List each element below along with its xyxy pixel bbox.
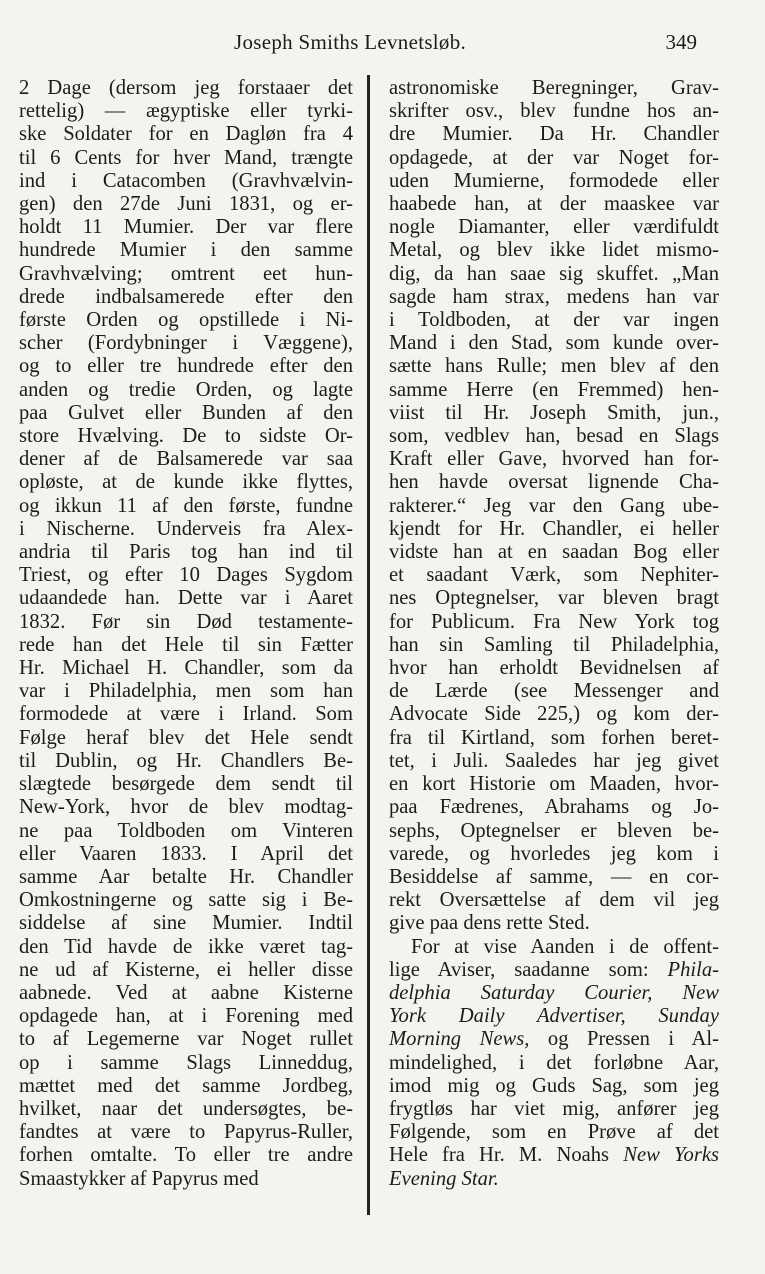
- text-line: Omkostningerne og satte sig i Be-: [19, 889, 353, 912]
- text-line: paa Fædrenes, Abrahams og Jo-: [389, 796, 719, 819]
- text-line: paa Gulvet eller Bunden af den: [19, 401, 353, 424]
- text-line: Smaastykker af Papyrus med: [19, 1167, 259, 1190]
- text-line: haabede han, at der maaskee var: [389, 193, 719, 216]
- text-line: aabnede. Ved at aabne Kisterne: [19, 981, 353, 1004]
- text-line: Morning News, og Pressen i Al-: [389, 1028, 719, 1051]
- text-line: vidste han at en saadan Bog eller: [389, 541, 719, 564]
- text-line: fandtes at være to Papyrus-Ruller,: [19, 1121, 353, 1144]
- text-line: eller Vaaren 1833. I April det: [19, 842, 353, 865]
- text-line: sætte hans Rulle; men blev af den: [389, 355, 719, 378]
- text-line: slægtede besørgede dem sendt til: [19, 773, 353, 796]
- text-line: Følgende, som en Prøve af det: [389, 1121, 719, 1144]
- text-line: samme Herre (en Fremmed) hen-: [389, 378, 719, 401]
- text-line: tet, i Juli. Saaledes har jeg givet: [389, 749, 719, 772]
- text-line: til 6 Cents for hver Mand, trængte: [19, 146, 353, 169]
- text-line: hvor han erholdt Bevidnelsen af: [389, 657, 719, 680]
- text-line: York Daily Advertiser, Sunday: [389, 1005, 719, 1028]
- text-line: og ikkun 11 af den første, fundne: [19, 494, 353, 517]
- text-line: Evening Star.: [389, 1167, 499, 1190]
- text-line: op i samme Slags Linneddug,: [19, 1051, 353, 1074]
- text-line: rekt Oversættelse af dem vil jeg: [389, 889, 719, 912]
- running-title: Joseph Smiths Levnetsløb.: [234, 30, 467, 54]
- text-line: nogle Diamanter, eller værdifuldt: [389, 216, 719, 239]
- text-line: ind i Catacomben (Gravhvælvin-: [19, 169, 353, 192]
- text-line: rede han det Hele til sin Fætter: [19, 633, 353, 656]
- text-line: han sin Samling til Philadelphia,: [389, 633, 719, 656]
- text-line: andria til Paris tog han ind til: [19, 541, 353, 564]
- right-column: [389, 77, 719, 1191]
- text-line: sephs, Optegnelser er bleven be-: [389, 819, 719, 842]
- text-line: de Lærde (see Messenger and: [389, 680, 719, 703]
- text-line: som, vedblev han, besad en Slags: [389, 425, 719, 448]
- text-line: gen) den 27de Juni 1831, og er-: [19, 193, 353, 216]
- text-line: Triest, og efter 10 Dages Sygdom: [19, 564, 353, 587]
- text-line: i Toldboden, at der var ingen: [389, 309, 719, 332]
- text-line: Hr. Michael H. Chandler, som da: [19, 657, 353, 680]
- text-line: lige Aviser, saadanne som: Phila-: [389, 958, 719, 981]
- text-line: første Orden og opstillede i Ni-: [19, 309, 353, 332]
- text-line: frygtløs har viet mig, anfører jeg: [389, 1097, 719, 1120]
- text-line: rettelig) — ægyptiske eller tyrki-: [19, 100, 353, 123]
- text-line: til Dublin, og Hr. Chandlers Be-: [19, 749, 353, 772]
- text-line: en kort Historie om Maaden, hvor-: [389, 773, 719, 796]
- text-line: Gravhvælving; omtrent eet hun-: [19, 262, 353, 285]
- text-line: Hele fra Hr. M. Noahs New Yorks: [389, 1144, 719, 1167]
- text-line: holdt 11 Mumier. Der var flere: [19, 216, 353, 239]
- text-line: to af Legemerne var Noget rullet: [19, 1028, 353, 1051]
- text-line: i Nischerne. Underveis fra Alex-: [19, 517, 353, 540]
- text-line: varede, og hvorledes jeg kom i: [389, 842, 719, 865]
- text-line: Kraft eller Gave, hvorved han for-: [389, 448, 719, 471]
- text-line: New-York, hvor de blev modtag-: [19, 796, 353, 819]
- text-line: og to eller tre hundrede efter den: [19, 355, 353, 378]
- text-line: viist til Hr. Joseph Smith, jun.,: [389, 401, 719, 424]
- text-line: Metal, og blev ikke lidet mismo-: [389, 239, 719, 262]
- text-line: rakterer.“ Jeg var den Gang ube-: [389, 494, 719, 517]
- text-line: ne ud af Kisterne, ei heller disse: [19, 958, 353, 981]
- text-line: delphia Saturday Courier, New: [389, 981, 720, 1004]
- text-line: opdagede han, at i Forening med: [19, 1005, 353, 1028]
- text-line: dener af de Balsamerede var saa: [19, 448, 353, 471]
- text-line: hvilket, naar det undersøgtes, be-: [19, 1097, 353, 1120]
- text-line: samme Aar betalte Hr. Chandler: [19, 865, 353, 888]
- text-line: drede indbalsamerede efter den: [19, 285, 353, 308]
- text-line: for Publicum. Fra New York tog: [389, 610, 719, 633]
- text-line: sagde ham strax, medens han var: [389, 285, 719, 308]
- text-line: dre Mumier. Da Hr. Chandler: [389, 123, 719, 146]
- text-line: store Hvælving. De to sidste Or-: [19, 425, 353, 448]
- text-line: dig, da han saae sig skuffet. „Man: [389, 262, 719, 285]
- text-line: fra til Kirtland, som forhen beret-: [389, 726, 719, 749]
- text-line: hen havde oversat lignende Cha-: [389, 471, 719, 494]
- text-line: scher (Fordybninger i Væggene),: [19, 332, 353, 355]
- text-line: anden og tredie Orden, og lagte: [19, 378, 353, 401]
- text-line: udaandede han. Dette var i Aaret: [19, 587, 353, 610]
- text-line: nes Optegnelser, var bleven bragt: [389, 587, 719, 610]
- page-number: 349: [665, 30, 697, 54]
- text-line: forhen omtalte. To eller tre andre: [19, 1144, 353, 1167]
- text-line: kjendt for Hr. Chandler, ei heller: [389, 517, 719, 540]
- text-line: et saadant Værk, som Nephiter-: [389, 564, 719, 587]
- text-line: 1832. Før sin Død testamente-: [19, 610, 353, 633]
- text-line: Mand i den Stad, som kunde over-: [389, 332, 719, 355]
- left-column: [19, 77, 353, 1191]
- text-line: Følge heraf blev det Hele sendt: [19, 726, 353, 749]
- text-line: ske Soldater for en Dagløn fra 4: [19, 123, 353, 146]
- text-line: uden Mumierne, formodede eller: [389, 169, 719, 192]
- text-line: hundrede Mumier i den samme: [19, 239, 353, 262]
- text-line: For at vise Aanden i de offent-: [411, 935, 719, 958]
- text-line: opløste, at de kunde ikke flyttes,: [19, 471, 353, 494]
- text-line: astronomiske Beregninger, Grav-: [389, 77, 719, 99]
- text-line: den Tid havde de ikke været tag-: [19, 935, 353, 958]
- text-line: siddelse af sine Mumier. Indtil: [19, 912, 353, 935]
- text-line: ne paa Toldboden om Vinteren: [19, 819, 353, 842]
- text-line: mættet med det samme Jordbeg,: [19, 1074, 353, 1097]
- text-line: formodede at være i Irland. Som: [19, 703, 353, 726]
- page-header: [0, 30, 765, 60]
- text-line: mindelighed, i det forløbne Aar,: [389, 1051, 719, 1074]
- column-divider: [367, 75, 370, 1215]
- text-line: var i Philadelphia, men som han: [19, 680, 353, 703]
- text-line: 2 Dage (dersom jeg forstaaer det: [19, 77, 353, 99]
- text-line: give paa dens rette Sted.: [389, 912, 590, 935]
- text-line: skrifter osv., blev fundne hos an-: [389, 100, 719, 123]
- text-line: imod mig og Guds Sag, som jeg: [389, 1074, 719, 1097]
- text-line: opdagede, at der var Noget for-: [389, 146, 719, 169]
- text-line: Besiddelse af samme, — en cor-: [389, 865, 719, 888]
- text-line: Advocate Side 225,) og kom der-: [389, 703, 719, 726]
